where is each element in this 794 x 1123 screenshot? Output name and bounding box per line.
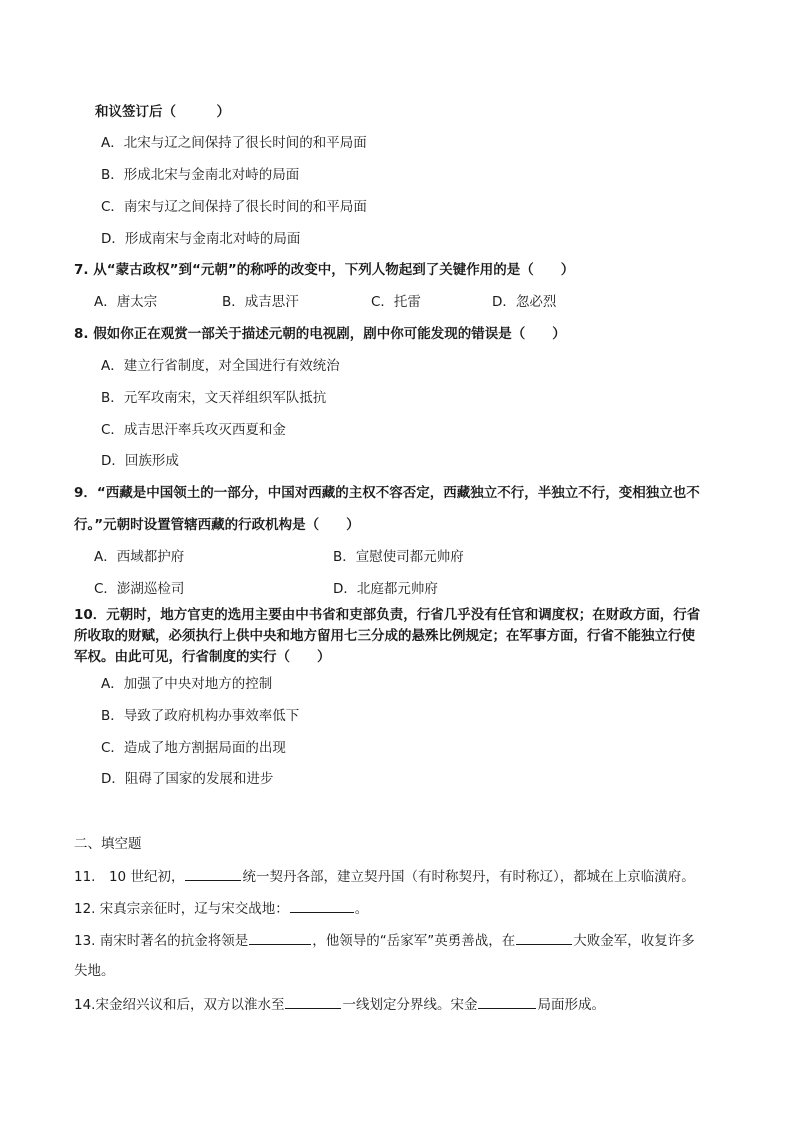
q12-blank[interactable] [290, 898, 354, 913]
q13-line2: 失地。 [74, 963, 115, 979]
q11-blank[interactable] [185, 866, 241, 881]
q9-stem-line2: 行。”元朝时设置管辖西藏的行政机构是（ ） [74, 517, 360, 533]
q11-text-a: 11. 10 世纪初， [74, 869, 185, 885]
q10-option-a: A．加强了中央对地方的控制 [101, 676, 273, 692]
q13 [74, 930, 695, 950]
q13-text-c: 大败金军，收复许多 [573, 933, 695, 949]
q10-option-c: C．造成了地方割据局面的出现 [101, 740, 286, 756]
q9-option-c: C．澎湖巡检司 [94, 581, 185, 597]
q8-stem: 8. 假如你正在观赏一部关于描述元朝的电视剧，剧中你可能发现的错误是（ ） [74, 326, 566, 342]
q9-option-d: D．北庭都元帅府 [333, 581, 438, 597]
q6-option-b: B．形成北宋与金南北对峙的局面 [101, 167, 300, 183]
section-title: 二、填空题 [74, 836, 142, 852]
q9-option-b: B．宣慰使司都元帅府 [333, 549, 464, 565]
q14-blank-1[interactable] [285, 994, 341, 1009]
q13-text-b: ，他领导的“岳家军”英勇善战，在 [312, 933, 516, 949]
q8-option-b: B．元军攻南宋，文天祥组织军队抵抗 [101, 390, 327, 406]
q12 [74, 898, 368, 918]
q14 [74, 994, 605, 1014]
q14-text-a: 14.宋金绍兴议和后，双方以淮水至 [74, 997, 285, 1013]
q10-stem-line2: 所收取的财赋，必须执行上供中央和地方留用七三分成的悬殊比例规定；在军事方面，行省不能独立行使 [74, 628, 695, 644]
q6-option-d: D．形成南宋与金南北对峙的局面 [101, 231, 301, 247]
q14-blank-2[interactable] [478, 994, 536, 1009]
q10-stem-line3: 军权。由此可见，行省制度的实行（ ） [74, 649, 331, 665]
q6-stem-end: 和议签订后（ ） [95, 104, 230, 120]
q8-option-d: D．回族形成 [101, 453, 179, 469]
q9-option-a: A．西域都护府 [94, 549, 185, 565]
q14-text-b: 一线划定分界线。宋金 [342, 997, 478, 1013]
q7-option-d: D．忽必烈 [492, 294, 557, 310]
q8-option-c: C．成吉思汗率兵攻灭西夏和金 [101, 422, 286, 438]
q10-stem-line1: 10．元朝时，地方官吏的选用主要由中书省和吏部负责，行省几乎没有任官和调度权；在财政方面，行省 [74, 607, 701, 623]
q10-option-b: B．导致了政府机构办事效率低下 [101, 708, 300, 724]
q8-option-a: A．建立行省制度，对全国进行有效统治 [101, 358, 340, 374]
q7-option-b: B．成吉思汗 [222, 294, 299, 310]
q7-option-a: A．唐太宗 [94, 294, 158, 310]
q11 [74, 866, 695, 886]
q13-blank-1[interactable] [249, 930, 311, 945]
q12-text-b: 。 [354, 901, 369, 917]
q12-text-a: 12. 宋真宗亲征时，辽与宋交战地： [74, 901, 289, 917]
q7-option-c: C．托雷 [371, 294, 421, 310]
q11-text-b: 统一契丹各部，建立契丹国（有时称契丹，有时称辽），都城在上京临潢府。 [242, 869, 695, 885]
q10-option-d: D．阻碍了国家的发展和进步 [101, 771, 274, 787]
q6-option-c: C．南宋与辽之间保持了很长时间的和平局面 [101, 199, 367, 215]
q13-blank-2[interactable] [516, 930, 572, 945]
q13-text-a: 13. 南宋时著名的抗金将领是 [74, 933, 249, 949]
q7-stem: 7. 从“蒙古政权”到“元朝”的称呼的改变中，下列人物起到了关键作用的是（ ） [74, 262, 575, 278]
q14-text-c: 局面形成。 [537, 997, 605, 1013]
q6-option-a: A．北宋与辽之间保持了很长时间的和平局面 [101, 135, 367, 151]
q9-stem-line1: 9．“西藏是中国领土的一部分，中国对西藏的主权不容否定，西藏独立不行，半独立不行，变相独立也不 [74, 485, 700, 501]
